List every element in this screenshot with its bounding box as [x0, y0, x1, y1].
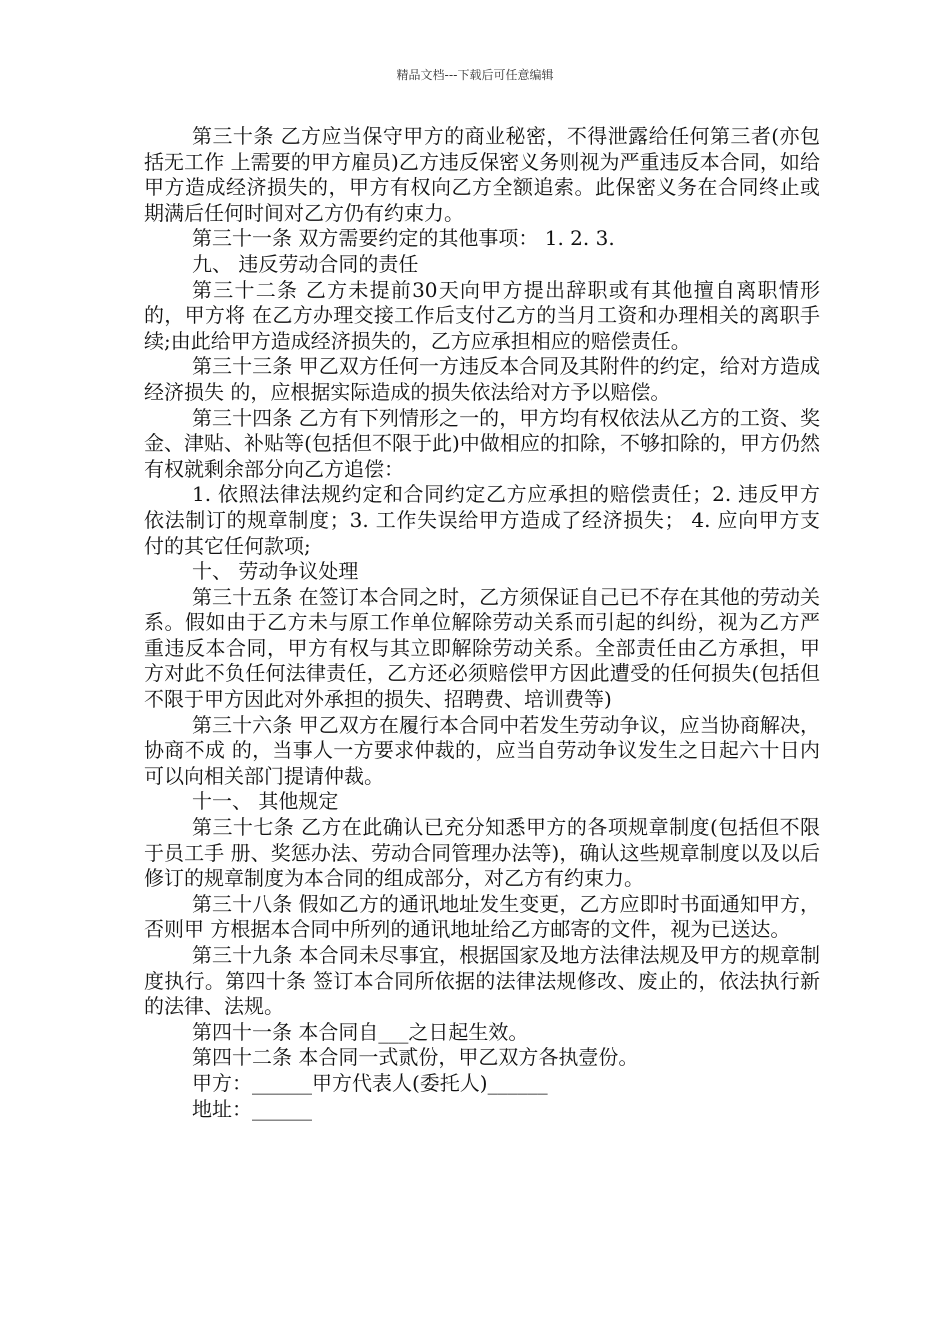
contract-body — [144, 124, 820, 1122]
article-41: 第四十一条 本合同自___之日起生效。 — [192, 1019, 529, 1044]
page-header: 精品文档---下载后可任意编辑 — [396, 68, 554, 82]
section-heading-11: 十一、 其他规定 — [192, 789, 339, 814]
article-38: 第三十八条 假如乙方的通讯地址发生变更，乙方应即时书面通知甲方，否则甲 方根据本合同中所列的通讯地址给乙方邮寄的文件，视为已送达。 — [144, 891, 820, 942]
article-42: 第四十二条 本合同一式贰份，甲乙双方各执壹份。 — [192, 1045, 639, 1070]
article-32: 第三十二条 乙方未提前30天向甲方提出辞职或有其他擅自离职情形的，甲方将 在乙方办理交接工作后支付乙方的当月工资和办理相关的离职手续;由此给甲方造成经济损失的，乙方应承担相应的赔偿责任。 — [144, 277, 820, 353]
article-34: 第三十四条 乙方有下列情形之一的，甲方均有权依法从乙方的工资、奖金、津贴、补贴等(包括但不限于此)中做相应的扣除，不够扣除的，甲方仍然有权就剩余部分向乙方追偿： — [144, 405, 820, 481]
article-31: 第三十一条 双方需要约定的其他事项： 1. 2. 3. — [192, 226, 615, 251]
article-39-40: 第三十九条 本合同未尽事宜，根据国家及地方法律法规及甲方的规章制度执行。第四十条 签订本合同所依据的法律法规修改、废止的，依法执行新的法律、法规。 — [144, 943, 820, 1019]
section-heading-9: 九、 违反劳动合同的责任 — [192, 251, 419, 276]
article-30: 第三十条 乙方应当保守甲方的商业秘密，不得泄露给任何第三者(亦包括无工作 上需要的甲方雇员)乙方违反保密义务则视为严重违反本合同，如给甲方造成经济损失的，甲方有权向乙方全额追索。此保密义务在合同终止或期满后任何时间对乙方仍有约束力。 — [144, 124, 820, 225]
article-33: 第三十三条 甲乙双方任何一方违反本合同及其附件的约定，给对方造成经济损失 的，应根据实际造成的损失依法给对方予以赔偿。 — [144, 354, 820, 404]
article-34-list: 1. 依照法律法规约定和合同约定乙方应承担的赔偿责任；2. 违反甲方依法制订的规章制度；3. 工作失误给甲方造成了经济损失； 4. 应向甲方支付的其它任何款项; — [144, 482, 820, 558]
party-a-signature-line: 甲方：______甲方代表人(委托人)______ — [192, 1070, 548, 1095]
section-heading-10: 十、 劳动争议处理 — [192, 559, 359, 584]
article-36: 第三十六条 甲乙双方在履行本合同中若发生劳动争议，应当协商解决，协商不成 的，当事人一方要求仲裁的，应当自劳动争议发生之日起六十日内可以向相关部门提请仲裁。 — [144, 712, 820, 788]
article-37: 第三十七条 乙方在此确认已充分知悉甲方的各项规章制度(包括但不限于员工手 册、奖惩办法、劳动合同管理办法等)，确认这些规章制度以及以后修订的规章制度为本合同的组成部分，对乙方有约束力。 — [144, 815, 820, 891]
article-35: 第三十五条 在签订本合同之时，乙方须保证自己已不存在其他的劳动关系。假如由于乙方未与原工作单位解除劳动关系而引起的纠纷，视为乙方严重违反本合同，甲方有权与其立即解除劳动关系。全部责任由乙方承担，甲方对此不负任何法律责任，乙方还必须赔偿甲方因此遭受的任何损失(包括但不限于甲方因此对外承担的损失、招聘费、培训费等) — [144, 584, 820, 712]
address-line: 地址：______ — [192, 1096, 312, 1121]
